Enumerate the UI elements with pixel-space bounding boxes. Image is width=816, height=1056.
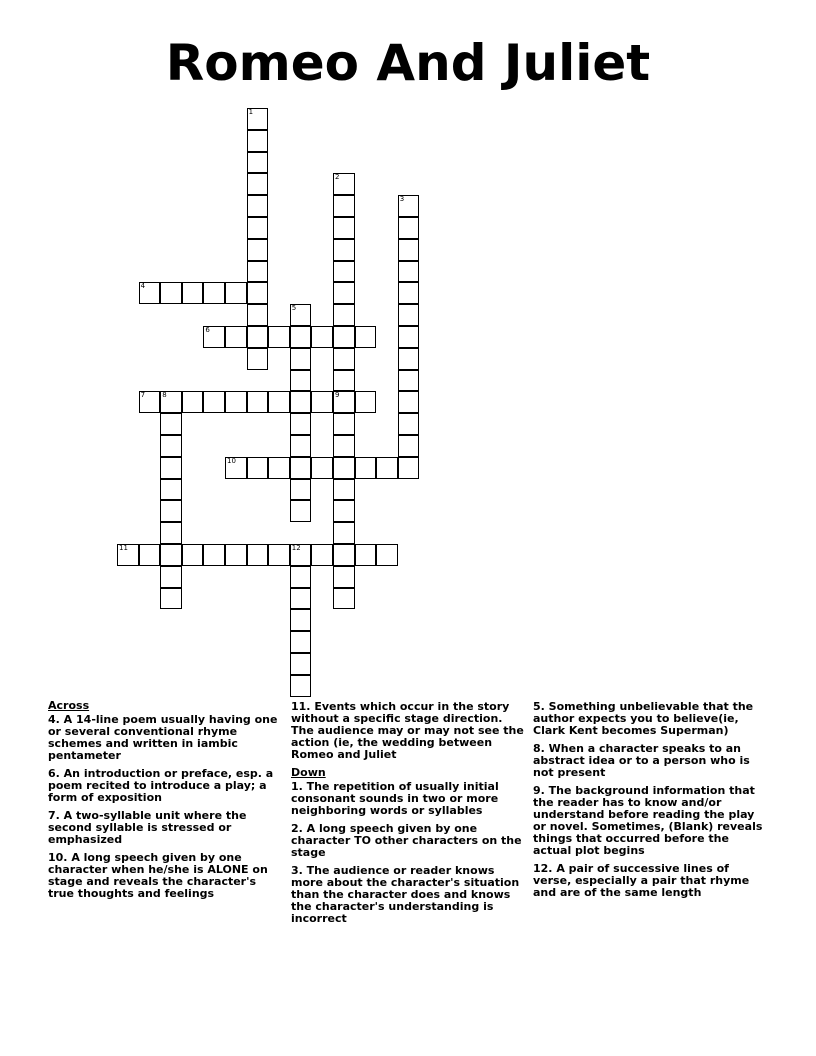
grid-cell[interactable] (247, 173, 269, 195)
grid-cell[interactable] (290, 479, 312, 501)
down-clue-1: 1. The repetition of usually initial consonant sounds in two or more neighboring words or syllables (291, 780, 499, 817)
grid-cell[interactable] (333, 544, 355, 566)
grid-cell[interactable] (333, 261, 355, 283)
grid-cell[interactable] (247, 282, 269, 304)
grid-cell[interactable] (290, 457, 312, 479)
grid-cell[interactable] (355, 457, 377, 479)
grid-cell-number: 7 (140, 391, 146, 400)
grid-cell[interactable] (139, 544, 161, 566)
grid-cell[interactable] (247, 152, 269, 174)
down-clue-3: 3. The audience or reader knows more about the character's situation than the character does and knows the character's understanding is incorrect (291, 864, 520, 925)
grid-cell[interactable] (290, 653, 312, 675)
grid-cell[interactable] (398, 326, 420, 348)
grid-cell[interactable] (290, 609, 312, 631)
grid-cell[interactable] (268, 457, 290, 479)
clue-column-1 (48, 700, 283, 906)
grid-cell[interactable] (290, 631, 312, 653)
grid-cell[interactable] (290, 370, 312, 392)
grid-cell[interactable] (247, 195, 269, 217)
grid-cell[interactable] (160, 479, 182, 501)
grid-cell[interactable] (333, 522, 355, 544)
grid-cell[interactable] (182, 282, 204, 304)
grid-cell[interactable] (203, 391, 225, 413)
grid-cell[interactable] (290, 413, 312, 435)
down-clue-5: 5. Something unbelievable that the author expects you to believe(ie, Clark Kent becomes Superman) (533, 700, 754, 737)
grid-cell[interactable] (225, 282, 247, 304)
across-clue-4: 4. A 14-line poem usually having one or several conventional rhyme schemes and written in iambic pentameter (48, 713, 278, 762)
grid-cell[interactable] (290, 675, 312, 697)
grid-cell[interactable] (333, 195, 355, 217)
grid-cell[interactable] (290, 348, 312, 370)
grid-cell[interactable] (225, 544, 247, 566)
across-clue-11: 11. Events which occur in the story without a specific stage direction. The audience may or may not see the action (ie, the wedding between Romeo and Juliet (291, 700, 524, 761)
grid-cell[interactable] (290, 566, 312, 588)
grid-cell[interactable] (333, 304, 355, 326)
grid-cell[interactable] (311, 544, 333, 566)
grid-cell[interactable] (182, 544, 204, 566)
grid-cell[interactable] (247, 544, 269, 566)
grid-cell[interactable] (182, 391, 204, 413)
grid-cell[interactable] (160, 282, 182, 304)
grid-cell[interactable] (247, 217, 269, 239)
grid-cell[interactable] (268, 544, 290, 566)
grid-cell[interactable] (290, 435, 312, 457)
grid-cell[interactable] (333, 500, 355, 522)
grid-cell[interactable] (398, 457, 420, 479)
grid-cell[interactable] (333, 588, 355, 610)
clue-column-3 (533, 700, 768, 905)
grid-cell[interactable] (333, 173, 355, 195)
grid-cell[interactable] (398, 391, 420, 413)
down-clue-12: 12. A pair of successive lines of verse, especially a pair that rhyme and are of the same length (533, 862, 750, 899)
grid-cell[interactable] (398, 195, 420, 217)
grid-cell[interactable] (398, 348, 420, 370)
grid-cell[interactable] (398, 435, 420, 457)
grid-cell[interactable] (139, 391, 161, 413)
grid-cell-number: 4 (140, 282, 146, 291)
grid-cell[interactable] (160, 457, 182, 479)
grid-cell[interactable] (268, 326, 290, 348)
grid-cell[interactable] (268, 391, 290, 413)
grid-cell[interactable] (247, 457, 269, 479)
across-heading: Across (48, 699, 90, 712)
grid-cell[interactable] (355, 326, 377, 348)
grid-cell-number: 11 (119, 544, 128, 552)
grid-cell[interactable] (247, 391, 269, 413)
across-clue-6: 6. An introduction or preface, esp. a poem recited to introduce a play; a form of exposition (48, 767, 274, 804)
grid-cell-number: 12 (291, 544, 301, 552)
grid-cell[interactable] (333, 282, 355, 304)
down-heading: Down (291, 766, 326, 779)
grid-cell[interactable] (160, 588, 182, 610)
clue-column-2 (291, 700, 526, 931)
grid-cell[interactable] (160, 544, 182, 566)
grid-cell[interactable] (355, 544, 377, 566)
grid-cell[interactable] (290, 391, 312, 413)
down-clue-8: 8. When a character speaks to an abstract idea or to a person who is not present (533, 742, 750, 779)
grid-cell[interactable] (398, 217, 420, 239)
down-clue-2: 2. A long speech given by one character TO other characters on the stage (291, 822, 522, 859)
across-clue-10: 10. A long speech given by one character when he/she is ALONE on stage and reveals the character's true thoughts and feelings (48, 851, 268, 900)
grid-cell[interactable] (333, 479, 355, 501)
grid-cell[interactable] (160, 413, 182, 435)
grid-cell[interactable] (311, 457, 333, 479)
grid-cell[interactable] (225, 457, 247, 479)
grid-cell[interactable] (160, 566, 182, 588)
grid-cell[interactable] (247, 304, 269, 326)
grid-cell[interactable] (117, 544, 139, 566)
grid-cell[interactable] (333, 326, 355, 348)
grid-cell[interactable] (203, 544, 225, 566)
grid-cell[interactable] (247, 348, 269, 370)
grid-cell[interactable] (398, 282, 420, 304)
grid-cell[interactable] (333, 566, 355, 588)
grid-cell[interactable] (247, 108, 269, 130)
down-clue-9: 9. The background information that the reader has to know and/or understand before reading the play or novel. Sometimes, (Blank) reveals things that occurred before the actual plot begins (533, 784, 763, 857)
grid-cell[interactable] (333, 370, 355, 392)
grid-cell[interactable] (203, 282, 225, 304)
grid-cell[interactable] (398, 261, 420, 283)
grid-cell[interactable] (376, 457, 398, 479)
grid-cell[interactable] (290, 588, 312, 610)
across-clue-7: 7. A two-syllable unit where the second syllable is stressed or emphasized (48, 809, 247, 846)
grid-cell[interactable] (398, 239, 420, 261)
grid-cell[interactable] (290, 544, 312, 566)
grid-cell[interactable] (160, 435, 182, 457)
puzzle-title: Romeo And Juliet (165, 34, 651, 92)
grid-cell[interactable] (160, 500, 182, 522)
grid-cell[interactable] (160, 522, 182, 544)
grid-cell[interactable] (311, 326, 333, 348)
grid-cell[interactable] (333, 435, 355, 457)
grid-cell[interactable] (333, 239, 355, 261)
grid-cell[interactable] (225, 326, 247, 348)
grid-cell[interactable] (333, 348, 355, 370)
grid-cell-number: 6 (205, 326, 210, 334)
grid-cell[interactable] (333, 413, 355, 435)
grid-cell[interactable] (333, 457, 355, 479)
grid-cell[interactable] (311, 391, 333, 413)
grid-cell-number: 3 (399, 195, 405, 204)
grid-cell-number: 5 (291, 304, 297, 313)
grid-cell-number: 8 (162, 391, 167, 400)
grid-cell[interactable] (247, 326, 269, 348)
grid-cell[interactable] (333, 391, 355, 413)
grid-cell[interactable] (203, 326, 225, 348)
grid-cell[interactable] (376, 544, 398, 566)
grid-cell[interactable] (160, 391, 182, 413)
grid-cell[interactable] (398, 413, 420, 435)
grid-cell[interactable] (247, 130, 269, 152)
grid-cell[interactable] (290, 304, 312, 326)
grid-cell-number: 10 (227, 456, 236, 465)
grid-cell[interactable] (290, 500, 312, 522)
grid-cell[interactable] (225, 391, 247, 413)
grid-cell[interactable] (355, 391, 377, 413)
grid-cell[interactable] (398, 370, 420, 392)
grid-cell-number: 1 (248, 108, 254, 116)
grid-cell-number: 9 (335, 391, 340, 400)
grid-cell-number: 2 (335, 173, 340, 182)
grid-cell[interactable] (290, 326, 312, 348)
grid-cell[interactable] (247, 239, 269, 261)
grid-cell[interactable] (139, 282, 161, 304)
grid-cell[interactable] (333, 217, 355, 239)
grid-cell[interactable] (247, 261, 269, 283)
grid-cell[interactable] (398, 304, 420, 326)
